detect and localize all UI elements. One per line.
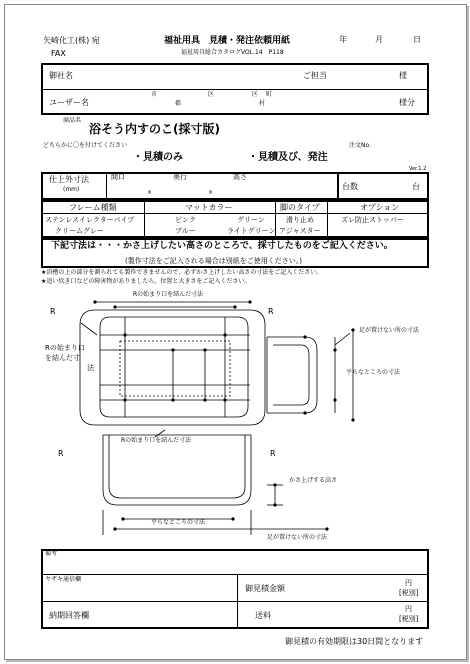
contact-label: ご担当 [303, 71, 327, 80]
catalog-ref: 福祉用具総合カタログVOL.14 P118 [181, 49, 284, 56]
raise-height-label: かさ上げする高さ [289, 477, 338, 484]
estimate-yen: 円 [405, 579, 412, 587]
times-sign-1: × [147, 189, 153, 196]
user-honorific: 様分 [399, 98, 415, 107]
mat-pink: ピンク [175, 216, 196, 224]
town-label: 町 [266, 91, 273, 98]
inlet-left-label-1: Rの始まり口 [45, 344, 85, 352]
inlet-left-label-3: 法 [87, 364, 94, 372]
fax-label: FAX [51, 49, 66, 58]
circle-instruction: どちらかに〇を付けてください [43, 142, 128, 149]
inlet-left-label-2: を結んだ寸 [45, 354, 80, 362]
product-name: 浴そう内すのこ(採寸版) [89, 122, 220, 136]
estimate-tax-note: [税別] [399, 589, 419, 597]
shipping-label: 送料 [255, 611, 271, 620]
city-label: 市 [151, 91, 158, 98]
order-no-label: 注文No. [349, 142, 371, 149]
dimension-unit: (mm) [63, 186, 80, 193]
r-label-bottom-left: R [58, 449, 64, 458]
user-label: ユーザー名 [49, 98, 89, 107]
delivery-answer-label: 納期回答欄 [49, 611, 89, 620]
sub-instruction: (製作寸法をご記入される場合は別紙をご使用ください。) [125, 257, 302, 265]
r-label-top-right: R [268, 307, 274, 316]
company-label: 御社名 [49, 71, 73, 80]
note-1: ★浴槽の上の部分を測られても製作できませんので、必ずかさ上げしたい高さの寸法をご記入ください。 [41, 269, 323, 276]
times-sign-2: × [208, 189, 214, 196]
validity-note: 御見積の有効期限は30日間となります [285, 637, 424, 646]
estimate-amount-label: 御見積金額 [245, 584, 285, 593]
outer-dimension-label: 仕上外寸法 [49, 175, 89, 184]
leg-adjuster: アジャスター [279, 227, 321, 235]
form-title: 福祉用具 見積・発注依頼用紙 [164, 36, 291, 46]
leg-place-bottom-label: 足が置けない所の寸法 [267, 534, 328, 541]
footer-table [41, 549, 429, 629]
leg-nonslip: 滑り止め [286, 216, 314, 224]
inlet-top-label: Rの始まり口を結んだ寸法 [133, 291, 204, 298]
month-label: 月 [375, 35, 383, 44]
shipping-yen: 円 [405, 605, 412, 613]
mat-light-green: ライトグリーン [227, 227, 276, 235]
frame-option-1: ステンレスイレクターパイプ [45, 216, 135, 224]
r-label-bottom-right: R [270, 449, 276, 458]
option-estimate-only: ・見積のみ [133, 152, 183, 163]
inlet-mid-label: Rの始まり口を結んだ寸法 [121, 437, 192, 444]
main-instruction: 下記寸法は・・・かさ上げしたい高さのところで、採寸したものをご記入ください。 [51, 241, 393, 251]
note-2: ★追い炊き口などの障害物がありましたら、位置と大きさをご記入ください。 [41, 278, 251, 285]
version: Ver.1.2 [409, 166, 427, 172]
contact-honorific: 様 [399, 71, 407, 80]
r-label-top-left: R [50, 307, 56, 316]
flat-bottom-label: 平らなところの寸法 [151, 519, 206, 526]
village-label: 村 [259, 100, 266, 107]
county-label: 郡 [175, 100, 182, 107]
frame-option-2: クリームグレー [55, 227, 104, 235]
leg-type-header: 脚のタイプ [280, 203, 320, 212]
recipient: 矢崎化工(株) 宛 [43, 36, 100, 45]
ward-label: 区 [208, 91, 215, 98]
mat-color-header: マットカラー [185, 203, 233, 212]
shipping-tax-note: [税別] [399, 615, 419, 623]
flat-right-label: 平らなところの寸法 [346, 369, 401, 376]
leg-place-top-label: 足が置けない所の寸法 [359, 327, 420, 334]
depth-label: 奥行 [173, 173, 187, 181]
mat-blue: ブルー [175, 227, 196, 235]
mat-green: グリーン [237, 216, 265, 224]
count-unit: 台 [412, 182, 420, 191]
count-label: 台数 [342, 182, 358, 191]
height-label: 高さ [233, 173, 247, 181]
option-estimate-and-order: ・見積及び、発注 [248, 152, 328, 163]
day-label: 日 [413, 35, 421, 44]
yazaki-comm-label: ヤザキ通信欄 [45, 576, 82, 583]
order-form-page [4, 4, 467, 660]
frontage-label: 間口 [111, 173, 125, 181]
remarks-label: 備考 [45, 550, 58, 557]
ward2-label: 区 [252, 91, 259, 98]
frame-type-header: フレーム種類 [69, 203, 117, 212]
option-stopper: ズレ防止ストッパー [341, 216, 404, 224]
option-header: オプション [360, 203, 400, 212]
year-label: 年 [339, 35, 347, 44]
product-name-label: 商品名 [63, 117, 82, 124]
